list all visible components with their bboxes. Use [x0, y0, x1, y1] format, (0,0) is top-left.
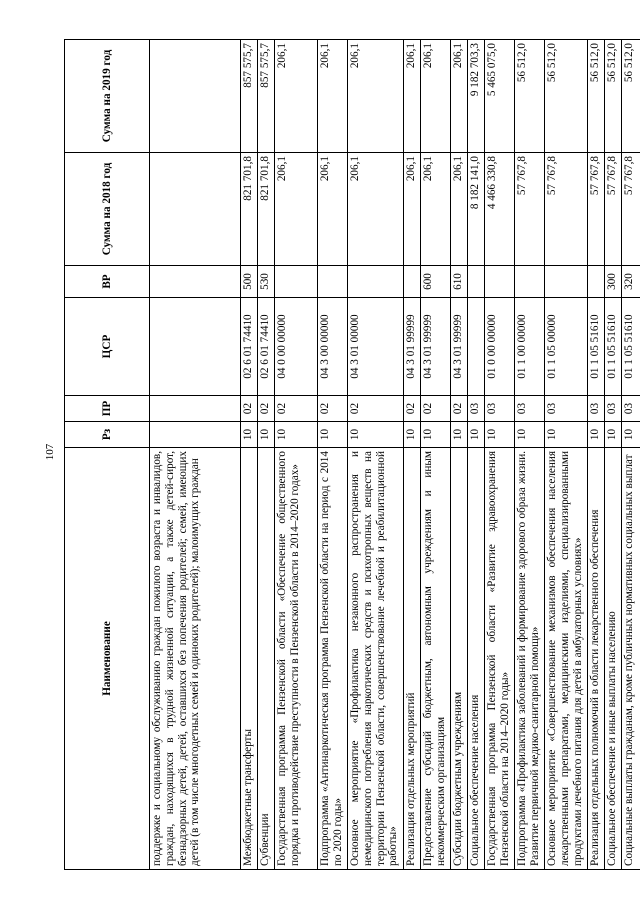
row-pr: 03 — [545, 396, 588, 422]
header-sum-2019: Сумма на 2019 год — [65, 40, 150, 153]
row-pr: 02 — [451, 396, 468, 422]
row-csr: 01 1 05 51610 — [588, 298, 605, 396]
row-pr: 02 — [318, 396, 348, 422]
table-row — [421, 40, 451, 870]
row-name: Основное мероприятие «Совершенствование механизмов обеспечения населения лекарственными препаратами, медицинскими изделиями, специализированными продуктами лечебного питания для детей в амбулаторных условиях» — [545, 448, 588, 870]
row-pr: 03 — [588, 396, 605, 422]
header-sum-2018: Сумма на 2018 год — [65, 153, 150, 266]
row-vr — [545, 266, 588, 298]
table-row — [258, 40, 275, 870]
row-pr: 02 — [241, 396, 258, 422]
row-vr — [348, 266, 404, 298]
row-sum-2018: 57 767,8 — [588, 153, 605, 266]
table-row — [588, 40, 605, 870]
table-row — [348, 40, 404, 870]
row-sum-2018: 206,1 — [421, 153, 451, 266]
row-vr — [485, 266, 515, 298]
row-csr: 04 3 00 00000 — [318, 298, 348, 396]
row-name: Подпрограмма «Профилактика заболеваний и формирование здорового образа жизни. Развитие первичной медико-санитарной помощи» — [515, 448, 545, 870]
row-rz: 10 — [421, 422, 451, 448]
row-vr — [404, 266, 421, 298]
table-header-row — [65, 40, 150, 870]
row-name: поддержке и социальному обслуживанию граждан пожилого возраста и инвалидов, граждан, находящихся в трудной жизненной ситуации, а также детей-сирот, безнадзорных детей, детей, оставшихся без попечения родителей; семей, имеющих детей (в том числе многодетных семей и одиноких родителей); малоимущих граждан — [150, 448, 241, 870]
header-pr: ПР — [65, 396, 150, 422]
row-rz: 10 — [485, 422, 515, 448]
row-sum-2018: 4 466 330,8 — [485, 153, 515, 266]
row-rz: 10 — [468, 422, 485, 448]
row-sum-2019: 857 575,7 — [241, 40, 258, 153]
row-pr: 03 — [515, 396, 545, 422]
row-csr: 01 1 05 00000 — [545, 298, 588, 396]
row-pr: 03 — [622, 396, 640, 422]
row-pr: 02 — [421, 396, 451, 422]
table-row — [468, 40, 485, 870]
row-name: Государственная программа Пензенской области «Развитие здравоохранения Пензенской области на 2014–2020 годы» — [485, 448, 515, 870]
row-vr — [318, 266, 348, 298]
row-name: Подпрограмма «Антинаркотическая программа Пензенской области на период с 2014 по 2020 годы» — [318, 448, 348, 870]
row-pr: 02 — [275, 396, 318, 422]
page-number: 107 — [44, 443, 56, 461]
row-sum-2019: 206,1 — [404, 40, 421, 153]
row-csr: 04 3 01 00000 — [348, 298, 404, 396]
row-name: Социальное обеспечение населения — [468, 448, 485, 870]
header-name: Наименование — [65, 448, 150, 870]
row-vr — [150, 266, 241, 298]
row-sum-2019: 206,1 — [348, 40, 404, 153]
row-csr: 01 1 00 00000 — [515, 298, 545, 396]
row-sum-2018: 206,1 — [404, 153, 421, 266]
row-rz: 10 — [451, 422, 468, 448]
row-name: Основное мероприятие «Профилактика незаконного распространения и немедицинского потребления наркотических средств и психотропных веществ на территории Пензенской области, совершенствование лечебной и реабилитационной работы» — [348, 448, 404, 870]
row-pr: 03 — [468, 396, 485, 422]
row-name: Субвенции — [258, 448, 275, 870]
row-vr: 610 — [451, 266, 468, 298]
row-csr: 02 6 01 74410 — [241, 298, 258, 396]
row-name: Реализация отдельных мероприятий — [404, 448, 421, 870]
row-name: Социальное обеспечение и иные выплаты населению — [605, 448, 622, 870]
row-vr: 320 — [622, 266, 640, 298]
row-sum-2019: 56 512,0 — [515, 40, 545, 153]
row-name: Государственная программа Пензенской области «Обеспечение общественного порядка и противодействие преступности в Пензенской области в 2014–2020 годах» — [275, 448, 318, 870]
table-row — [404, 40, 421, 870]
row-sum-2019: 9 182 703,3 — [468, 40, 485, 153]
row-pr: 02 — [258, 396, 275, 422]
row-sum-2018: 206,1 — [348, 153, 404, 266]
row-name: Межбюджетные трансферты — [241, 448, 258, 870]
row-sum-2019: 56 512,0 — [545, 40, 588, 153]
row-vr — [275, 266, 318, 298]
row-vr — [515, 266, 545, 298]
row-rz: 10 — [515, 422, 545, 448]
row-name: Реализация отдельных полномочий в области лекарственного обеспечения — [588, 448, 605, 870]
row-sum-2018: 57 767,8 — [515, 153, 545, 266]
row-name: Социальные выплаты гражданам, кроме публичных нормативных социальных выплат — [622, 448, 640, 870]
row-sum-2018 — [150, 153, 241, 266]
row-csr: 01 1 05 51610 — [605, 298, 622, 396]
row-sum-2019: 206,1 — [318, 40, 348, 153]
row-vr: 500 — [241, 266, 258, 298]
row-sum-2019: 206,1 — [275, 40, 318, 153]
row-rz: 10 — [275, 422, 318, 448]
row-sum-2018: 206,1 — [318, 153, 348, 266]
row-rz — [150, 422, 241, 448]
budget-table — [64, 39, 640, 870]
table-row — [605, 40, 622, 870]
table-row — [150, 40, 241, 870]
row-sum-2018: 57 767,8 — [622, 153, 640, 266]
row-sum-2019: 56 512,0 — [588, 40, 605, 153]
row-sum-2019: 206,1 — [451, 40, 468, 153]
row-sum-2019 — [150, 40, 241, 153]
rotated-page-content — [64, 40, 635, 870]
row-sum-2018: 821 701,8 — [258, 153, 275, 266]
row-sum-2019: 5 465 075,0 — [485, 40, 515, 153]
row-vr — [588, 266, 605, 298]
table-row — [622, 40, 640, 870]
row-csr: 04 3 01 99999 — [421, 298, 451, 396]
row-vr: 300 — [605, 266, 622, 298]
row-rz: 10 — [588, 422, 605, 448]
row-csr: 04 3 01 99999 — [404, 298, 421, 396]
row-csr: 04 3 01 99999 — [451, 298, 468, 396]
row-vr — [468, 266, 485, 298]
row-csr — [468, 298, 485, 396]
table-row — [275, 40, 318, 870]
table-row — [451, 40, 468, 870]
row-sum-2018: 57 767,8 — [545, 153, 588, 266]
row-sum-2018: 206,1 — [451, 153, 468, 266]
row-pr: 02 — [404, 396, 421, 422]
row-pr: 03 — [605, 396, 622, 422]
row-rz: 10 — [348, 422, 404, 448]
row-rz: 10 — [622, 422, 640, 448]
table-row — [515, 40, 545, 870]
header-vr: ВР — [65, 266, 150, 298]
table-row — [485, 40, 515, 870]
row-sum-2019: 857 575,7 — [258, 40, 275, 153]
row-vr: 530 — [258, 266, 275, 298]
row-rz: 10 — [545, 422, 588, 448]
row-csr: 01 1 05 51610 — [622, 298, 640, 396]
row-sum-2019: 56 512,0 — [622, 40, 640, 153]
row-sum-2018: 206,1 — [275, 153, 318, 266]
row-pr: 03 — [485, 396, 515, 422]
row-sum-2018: 57 767,8 — [605, 153, 622, 266]
row-csr: 04 0 00 00000 — [275, 298, 318, 396]
row-pr — [150, 396, 241, 422]
row-rz: 10 — [605, 422, 622, 448]
row-rz: 10 — [318, 422, 348, 448]
row-rz: 10 — [258, 422, 275, 448]
row-csr: 02 6 01 74410 — [258, 298, 275, 396]
row-sum-2018: 821 701,8 — [241, 153, 258, 266]
row-sum-2019: 56 512,0 — [605, 40, 622, 153]
row-sum-2018: 8 182 141,0 — [468, 153, 485, 266]
row-pr: 02 — [348, 396, 404, 422]
table-row — [545, 40, 588, 870]
table-row — [318, 40, 348, 870]
row-csr: 01 0 00 00000 — [485, 298, 515, 396]
row-name: Субсидии бюджетным учреждениям — [451, 448, 468, 870]
row-rz: 10 — [404, 422, 421, 448]
header-rz: Рз — [65, 422, 150, 448]
table-row — [241, 40, 258, 870]
header-csr: ЦСР — [65, 298, 150, 396]
row-vr: 600 — [421, 266, 451, 298]
row-sum-2019: 206,1 — [421, 40, 451, 153]
row-rz: 10 — [241, 422, 258, 448]
row-name: Предоставление субсидий бюджетным, автономным учреждениям и иным некоммерческим организациям — [421, 448, 451, 870]
row-csr — [150, 298, 241, 396]
